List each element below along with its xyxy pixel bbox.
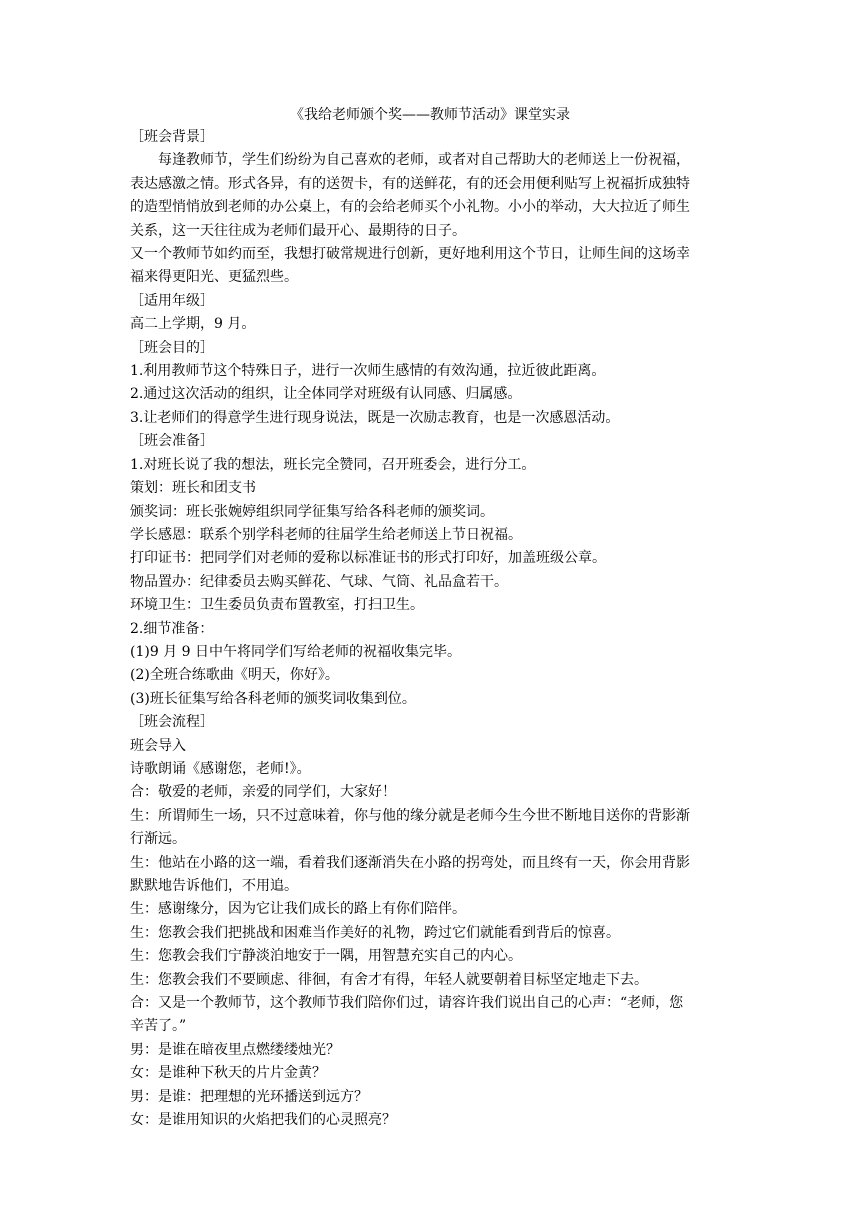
document-line: 女：是谁种下秋天的片片金黄？ [130, 1065, 326, 1082]
document-line: 颁奖词：班长张婉婷组织同学征集写给各科老师的颁奖词。 [130, 503, 494, 520]
document-line: 女：是谁用知识的火焰把我们的心灵照亮？ [130, 1112, 396, 1129]
document-line: 又一个教师节如约而至，我想打破常规进行创新，更好地利用这个节日，让师生间的这场幸 [130, 246, 690, 263]
document-line: 默默地告诉他们，不用追。 [130, 878, 298, 894]
document-line: 环境卫生：卫生委员负责布置教室，打扫卫生。 [130, 597, 424, 614]
document-line: 学长感恩：联系个别学科老师的往届学生给老师送上节日祝福。 [130, 526, 522, 543]
document-line: 辛苦了。” [130, 1018, 187, 1035]
document-line: 策划：班长和团支书 [130, 480, 256, 497]
document-line: 男：是谁：把理想的光环播送到远方？ [130, 1088, 368, 1105]
document-line: 表达感激之情。形式各异，有的送贺卡，有的送鲜花，有的还会用便利贴写上祝福折成独特 [130, 175, 690, 192]
document-line: 生：您教会我们把挑战和困难当作美好的礼物，跨过它们就能看到背后的惊喜。 [130, 924, 620, 941]
document-line: 生：他站在小路的这一端，看着我们逐渐消失在小路的拐弯处，而且终有一天，你会用背影 [130, 854, 690, 871]
document-line: 合：敬爱的老师，亲爱的同学们，大家好！ [130, 784, 396, 801]
document-line: 的造型悄悄放到老师的办公桌上，有的会给老师买个小礼物。小小的举动，大大拉近了师生 [130, 199, 690, 216]
document-line: 福来得更阳光、更猛烈些。 [130, 269, 298, 286]
document-line: 生：所谓师生一场，只不过意味着，你与他的缘分就是老师今生今世不断地目送你的背影渐 [130, 807, 690, 824]
document-line: 2.细节准备： [130, 620, 214, 637]
document-line: 1.利用教师节这个特殊日子，进行一次师生感情的有效沟通，拉近彼此距离。 [130, 363, 606, 380]
document-line: (2)全班合练歌曲《明天，你好》。 [130, 667, 339, 684]
document-line: ［适用年级］ [130, 292, 214, 309]
document-body [130, 126, 730, 1132]
document-line: 生：您教会我们不要顾虑、徘徊，有舍才有得，年轻人就要朝着目标坚定地走下去。 [130, 971, 648, 988]
document-line: (3)班长征集写给各科老师的颁奖词收集到位。 [130, 690, 416, 707]
document-line: 男：是谁在暗夜里点燃缕缕烛光？ [130, 1041, 340, 1058]
document-line: ［班会背景］ [130, 129, 214, 145]
document-line: 关系，这一天往往成为老师们最开心、最期待的日子。 [130, 222, 466, 239]
document-line: (1)9 月 9 日中午将同学们写给老师的祝福收集完毕。 [130, 643, 461, 660]
document-line: 物品置办：纪律委员去购买鲜花、气球、气筒、礼品盒若干。 [130, 573, 508, 590]
document-title: 《我给老师颁个奖——教师节活动》课堂实录 [290, 107, 570, 123]
document-line: 1.对班长说了我的想法，班长完全赞同，召开班委会，进行分工。 [130, 456, 536, 473]
document-line: 诗歌朗诵《感谢您，老师!》。 [130, 760, 311, 777]
document-line: 班会导入 [130, 737, 186, 754]
document-line: 每逢教师节，学生们纷纷为自己喜欢的老师，或者对自己帮助大的老师送上一份祝福， [158, 152, 690, 169]
document-line: 2.通过这次活动的组织，让全体同学对班级有认同感、归属感。 [130, 386, 522, 403]
document-line: 行渐远。 [130, 831, 186, 848]
document-page [130, 104, 730, 1132]
document-line: ［班会准备］ [130, 433, 214, 450]
document-line: 生：您教会我们宁静淡泊地安于一隅，用智慧充实自己的内心。 [130, 948, 522, 965]
document-line: ［班会流程］ [130, 714, 214, 731]
document-line: 打印证书：把同学们对老师的爱称以标准证书的形式打印好，加盖班级公章。 [130, 550, 606, 567]
document-line: 高二上学期，9 月。 [130, 316, 256, 333]
document-line: 生：感谢缘分，因为它让我们成长的路上有你们陪伴。 [130, 901, 466, 918]
document-line: 合：又是一个教师节，这个教师节我们陪你们过，请容许我们说出自己的心声：“老师，您 [130, 995, 684, 1012]
document-line: ［班会目的］ [130, 339, 214, 356]
document-line: 3.让老师们的得意学生进行现身说法，既是一次励志教育，也是一次感恩活动。 [130, 409, 620, 426]
